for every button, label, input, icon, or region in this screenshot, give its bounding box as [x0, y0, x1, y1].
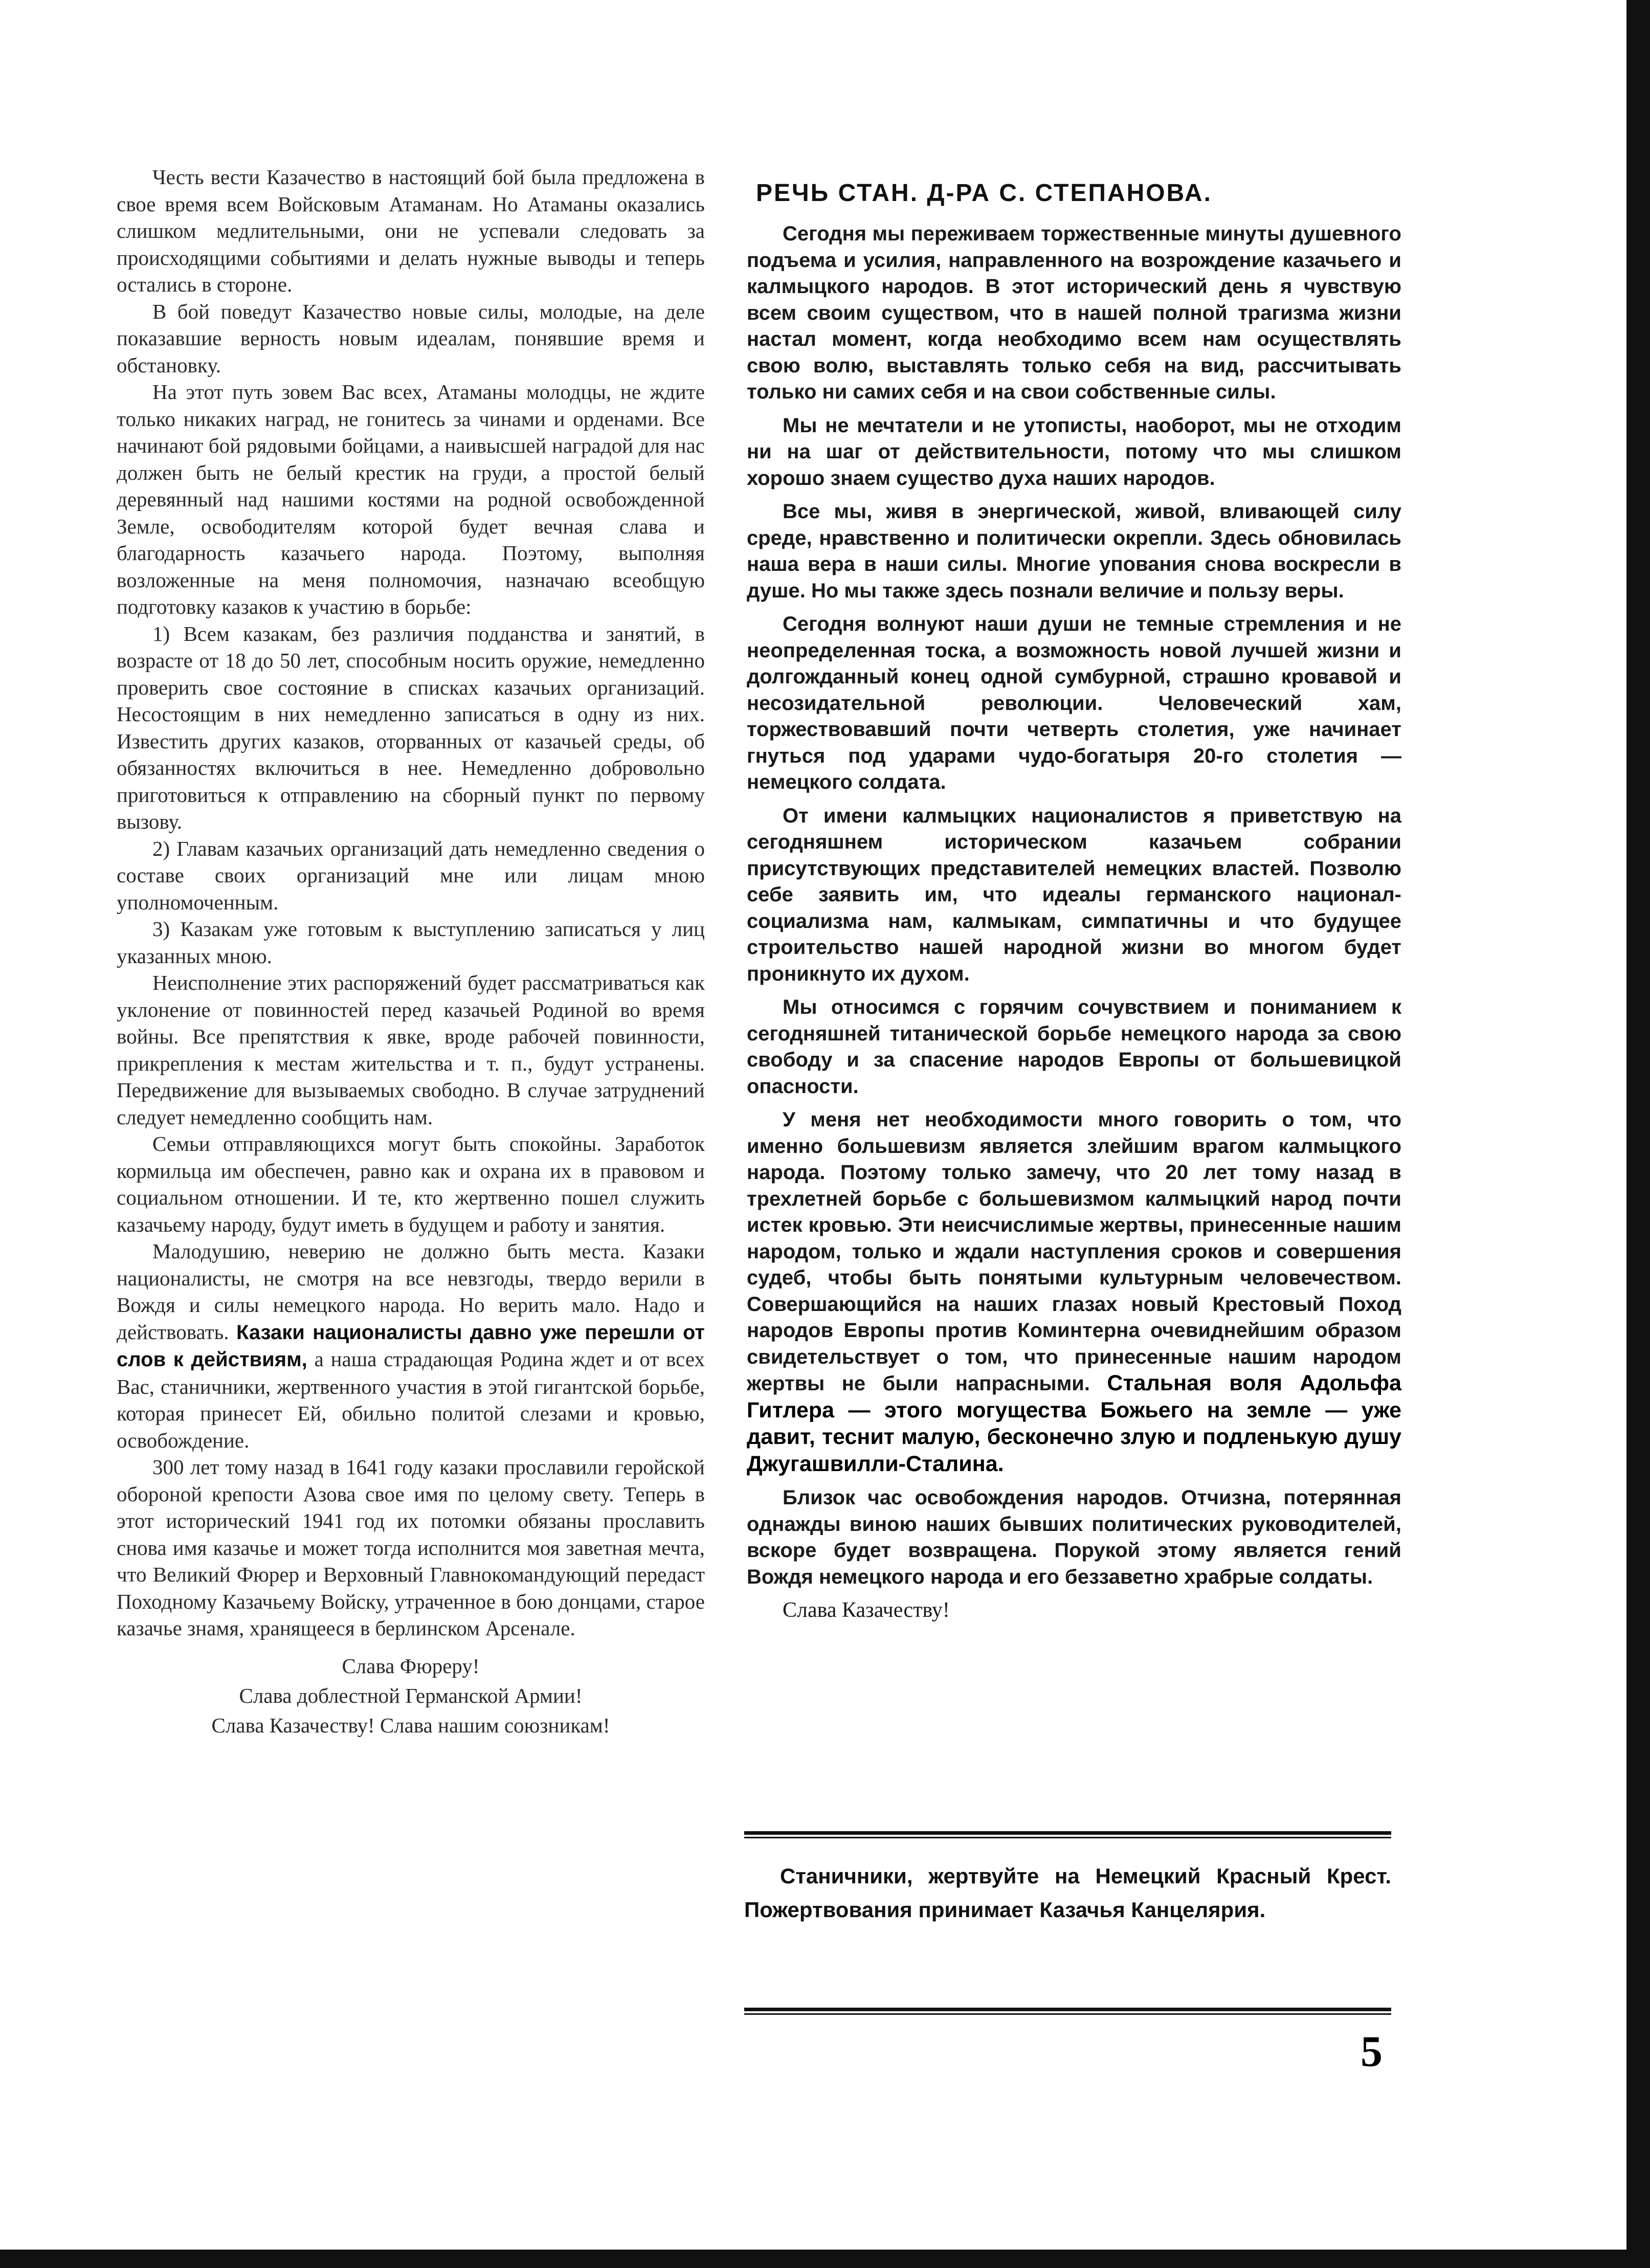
paragraph: Близок час освобождения народов. Отчизна, потерянная однажды виною наших бывших политических руководителей, вскоре будет возвращена. Порукой этому является гений Вождя немецкого народа и его беззаветно храбрые солдаты.	[747, 1486, 1401, 1588]
closing-salutations	[117, 1651, 705, 1740]
rule-bottom	[744, 2008, 1391, 2015]
paragraph: 300 лет тому назад в 1641 году казаки прославили геройской обороной крепости Азова свое имя по целому свету. Теперь в этот исторический 1941 год их потомки обязаны прославить снова имя казачье и может тогда исполнится моя заветная мечта, что Великий Фюрер и Верховный Главнокомандующий передаст Походному Казачьему Войску, утраченное в бою донцами, старое казачье знамя, хранящееся в берлинском Арсенале.	[117, 1455, 705, 1640]
speech-title: РЕЧЬ СТАН. Д-РА С. СТЕПАНОВА.	[756, 180, 1212, 207]
resolve-outro: а наша страдающая Родина ждет и от всех Вас, станичники, жертвенного участия в этой гигантской борьбе, которая принесет Ей, обильно политой слезами и кровью, освобождение.	[117, 1347, 705, 1452]
paragraph: От имени калмыцких националистов я приветствую на сегодняшнем историческом казачьем собрании присутствующих представителей немецких властей. Позволю себе заявить им, что идеалы германского национал-социализма нам, калмыкам, симпатичны и что будущее строительство нашей народной жизни во многом будет проникнуто их духом.	[747, 804, 1401, 985]
scan-edge-right	[1626, 0, 1650, 2268]
left-column	[117, 164, 705, 1740]
paragraph: Неисполнение этих распоряжений будет рассматриваться как уклонение от повинностей перед казачьей Родиной во время войны. Все препятствия к явке, вроде рабочей повинности, прикрепления к местам жительства и т. п., будут устранены. Передвижение для вызываемых свободно. В случае затруднений следует немедленно сообщить нам.	[117, 971, 705, 1129]
paragraph: Мы относимся с горячим сочувствием и пониманием к сегодняшней титанической борьбе немецкого народа за свою свободу и за спасение народов Европы от большевицкой опасности.	[747, 996, 1401, 1098]
paragraph-bolshevism	[747, 1107, 1401, 1478]
rule-top	[744, 1831, 1391, 1838]
appeal-text: Станичники, жертвуйте на Немецкий Красный Крест. Пожертвования принимает Казачья Канцелярия.	[744, 1864, 1391, 1922]
paragraph: 3) Казакам уже готовым к выступлению записаться у лиц указанных мною.	[117, 917, 705, 968]
resolve-intro: Малодушию, неверию не должно быть места. Казаки националисты, не смотря на все невзгоды, твердо верили в Вождя и силы немецкого народа. Но верить мало. Надо и действовать.	[117, 1239, 705, 1344]
closing-line: Слава доблестной Германской Армии!	[239, 1683, 583, 1707]
closing-line: Слава Казачеству! Слава нашим союзникам!	[211, 1713, 610, 1737]
paragraph: Мы не мечтатели и не утописты, наоборот, мы не отходим ни на шаг от действительности, потому что мы слишком хорошо знаем существо духа наших народов.	[747, 414, 1401, 490]
paragraph: Семьи отправляющихся могут быть спокойны. Заработок кормильца им обеспечен, равно как и охрана их в правовом и социальном отношении. И те, кто жертвенно пошел служить казачьему народу, будут иметь в будущем и работу и занятия.	[117, 1132, 705, 1236]
paragraph-resolve	[117, 1238, 705, 1454]
para7-normal: У меня нет необходимости много говорить о том, что именно большевизм является злейшим врагом калмыцкого народа. Поэтому только замечу, что 20 лет тому назад в трехлетней борьбе с большевизмом калмыцкий народ почти истек кровью. Эти неисчислимые жертвы, принесенные нашим народом, только и ждали наступления сроков и совершения судеб, чтобы быть понятыми культурным человечеством. Совершающийся на наших глазах новый Крестовый Поход народов Европы против Коминтерна очевиднейшим образом свидетельствует о том, что принесенные нашим народом жертвы не были напрасными.	[747, 1108, 1401, 1395]
paragraph: Сегодня волнуют наши души не темные стремления и не неопределенная тоска, а возможность новой лучшей жизни и долгожданный конец одной сумбурной, страшно кровавой и несозидательной революции. Человеческий хам, торжествовавший почти четверть столетия, уже начинает гнуться под ударами чудо-богатыря 20-го столетия — немецкого солдата.	[747, 613, 1401, 793]
paragraph: Все мы, живя в энергической, живой, вливающей силу среде, нравственно и политически окрепли. Здесь обновилась наша вера в наши силы. Многие упования снова воскресли в душе. Но мы также здесь познали величие и пользу веры.	[747, 500, 1401, 602]
speech-signoff: Слава Казачеству!	[783, 1598, 950, 1622]
page-number: 5	[1361, 2027, 1383, 2076]
resolve-bold: Казаки националисты давно уже перешли от слов к действиям,	[117, 1321, 705, 1371]
paragraph: В бой поведут Казачество новые силы, молодые, на деле показавшие верность новым идеалам, понявшие время и обстановку.	[117, 299, 705, 377]
closing-line: Слава Фюреру!	[342, 1654, 480, 1678]
speech-column	[747, 221, 1401, 1631]
para7-heavy: Стальная воля Адольфа Гитлера — этого могущества Божьего на земле — уже давит, теснит малую, бесконечно злую и подленькую душу Джугашвилли-Сталина.	[747, 1371, 1401, 1476]
paragraph: Честь вести Казачество в настоящий бой была предложена в свое время всем Войсковым Атаманам. Но Атаманы оказались слишком медлительными, они не успевали следовать за происходящими событиями и делать нужные выводы и теперь остались в стороне.	[117, 165, 705, 296]
red-cross-appeal	[744, 1859, 1391, 1927]
paragraph: 2) Главам казачьих организаций дать немедленно сведения о составе своих организаций мне или лицам мною уполномоченным.	[117, 836, 705, 914]
paragraph: На этот путь зовем Вас всех, Атаманы молодцы, не ждите только никаких наград, не гонитесь за чинами и орденами. Все начинают бой рядовыми бойцами, а наивысшей наградой для нас должен быть не белый крестик на груди, а простой белый деревянный над нашими костями на родной освобожденной Земле, освободителям которой будет вечная слава и благодарность казачьего народа. Поэтому, выполняя возложенные на меня полномочия, назначаю всеобщую подготовку казаков к участию в борьбе:	[117, 380, 705, 618]
paragraph: 1) Всем казакам, без различия подданства и занятий, в возрасте от 18 до 50 лет, способным носить оружие, немедленно проверить свое состояние в списках казачьих организаций. Несостоящим в них немедленно записаться в одну из них. Известить других казаков, оторванных от казачьей среды, об обязанностях включиться в нее. Немедленно добровольно приготовиться к отправлению на сборный пункт по первому вызову.	[117, 621, 705, 833]
scan-edge-bottom	[0, 2250, 1650, 2268]
paragraph: Сегодня мы переживаем торжественные минуты душевного подъема и усилия, направленного на возрождение казачьего и калмыцкого народов. В этот исторический день я чувствую всем своим существом, что в нашей полной трагизма жизни настал момент, когда необходимо всем нам осуществлять свою волю, выставлять только себя на вид, рассчитывать только ни самих себя и на свои собственные силы.	[747, 223, 1401, 403]
